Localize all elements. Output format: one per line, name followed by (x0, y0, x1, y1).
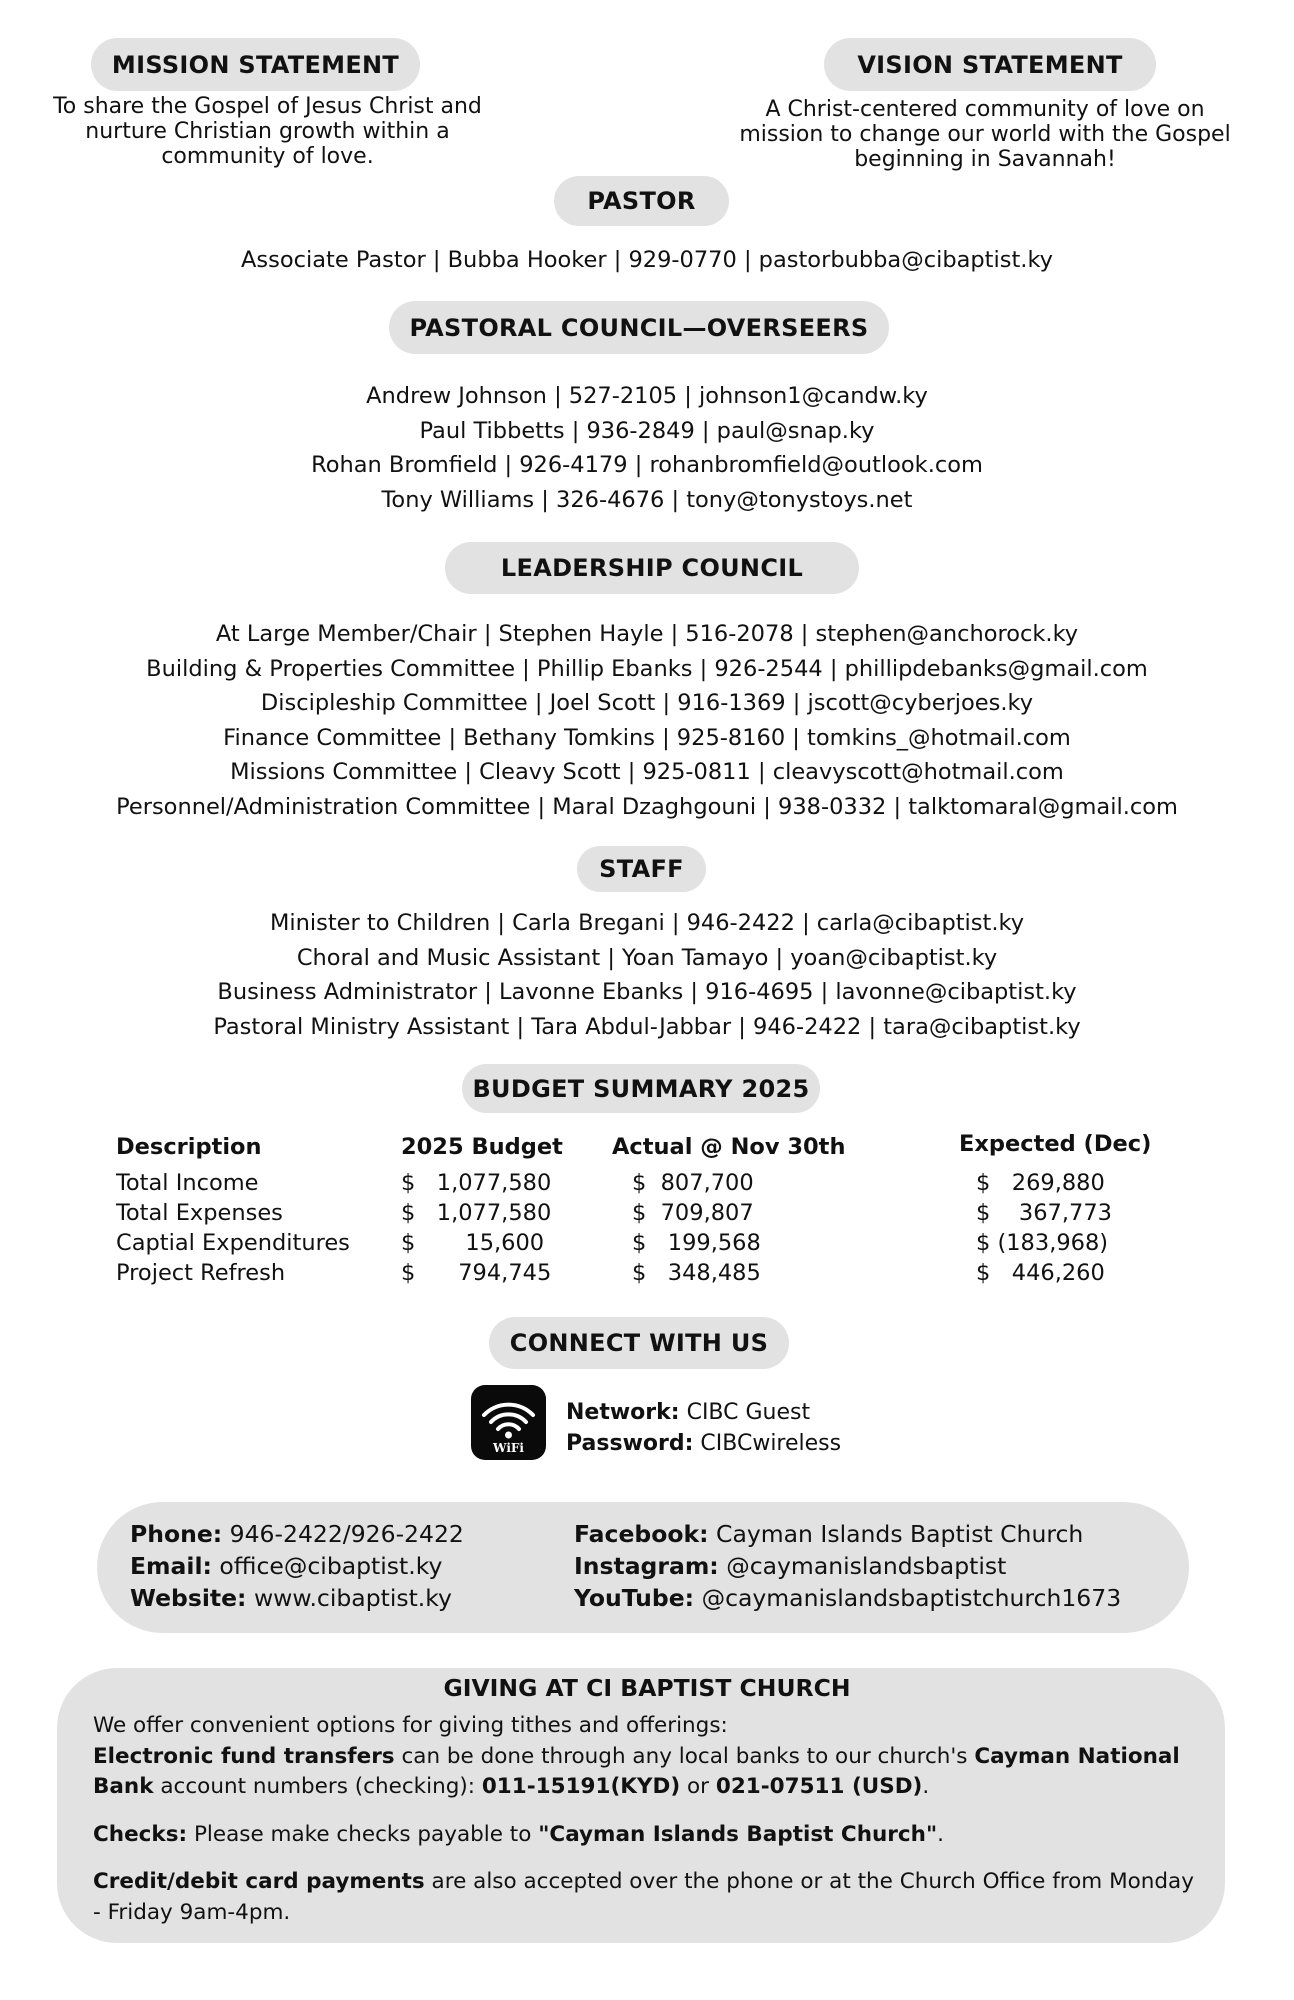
table-cell: $ 199,568 (632, 1230, 761, 1256)
budget-column-actual (612, 1134, 845, 1290)
table-cell: $ 348,485 (632, 1260, 761, 1286)
table-cell: $ 709,807 (632, 1200, 754, 1226)
contact-left-column (130, 1518, 464, 1614)
giving-intro (93, 1711, 1203, 1803)
pastoral-council-list (0, 379, 1294, 517)
contact-right-column (574, 1518, 1121, 1614)
wifi-icon-label: WiFi (493, 1441, 524, 1455)
table-cell: $ 807,700 (632, 1170, 754, 1196)
table-cell: $ 1,077,580 (401, 1200, 552, 1226)
phone-label: Phone: (130, 1520, 223, 1548)
website-label: Website: (130, 1584, 247, 1612)
table-cell: $ 794,745 (401, 1260, 552, 1286)
instagram-label: Instagram: (574, 1552, 719, 1580)
table-cell: Total Income (116, 1170, 259, 1196)
list-item: Building & Properties Committee | Phillip Ebanks | 926-2544 | phillipdebanks@gmail.com (146, 655, 1148, 682)
list-item: Andrew Johnson | 527-2105 | johnson1@candw.ky (366, 383, 928, 409)
list-item: Pastoral Ministry Assistant | Tara Abdul-Jabbar | 946-2422 | tara@cibaptist.ky (213, 1013, 1081, 1040)
mission-statement-heading: MISSION STATEMENT (91, 38, 420, 91)
pastoral-council-heading: PASTORAL COUNCIL—OVERSEERS (389, 301, 889, 354)
table-cell: $ 446,260 (976, 1260, 1105, 1286)
list-item: Missions Committee | Cleavy Scott | 925-0811 | cleavyscott@hotmail.com (230, 759, 1064, 785)
wifi-icon (471, 1385, 546, 1460)
table-cell: Total Expenses (116, 1200, 283, 1226)
website-value[interactable]: www.cibaptist.ky (253, 1584, 452, 1612)
giving-card: Credit/debit card payments are also accepted over the phone or at the Church Office from Monday - Friday 9am-4pm. (93, 1869, 1194, 1925)
table-cell: $ (183,968) (976, 1230, 1109, 1256)
list-item: Minister to Children | Carla Bregani | 946-2422 | carla@cibaptist.ky (269, 910, 1025, 936)
list-item: Paul Tibbetts | 936-2849 | paul@snap.ky (419, 417, 875, 444)
budget-summary-heading: BUDGET SUMMARY 2025 (462, 1064, 820, 1113)
leadership-council-heading: LEADERSHIP COUNCIL (445, 542, 859, 594)
leadership-council-list (0, 617, 1294, 824)
list-item: Tony Williams | 326-4676 | tony@tonystoys.net (381, 486, 913, 513)
list-item: Choral and Music Assistant | Yoan Tamayo | yoan@cibaptist.ky (296, 944, 998, 971)
list-item: Rohan Bromfield | 926-4179 | rohanbromfield@outlook.com (311, 452, 983, 478)
network-label: Network: (566, 1400, 680, 1425)
list-item: Finance Committee | Bethany Tomkins | 925-8160 | tomkins_@hotmail.com (223, 724, 1071, 751)
list-item: Discipleship Committee | Joel Scott | 916-1369 | jscott@cyberjoes.ky (260, 690, 1034, 716)
list-item: At Large Member/Chair | Stephen Hayle | 516-2078 | stephen@anchorock.ky (215, 621, 1079, 647)
budget-column-expected (959, 1131, 1151, 1290)
email-value[interactable]: office@cibaptist.ky (219, 1552, 443, 1580)
column-header: Description (116, 1134, 262, 1160)
wifi-credentials (566, 1397, 841, 1459)
giving-intro-line: We offer convenient options for giving tithes and offerings: (93, 1713, 728, 1738)
staff-heading: STAFF (577, 846, 706, 892)
column-header: Expected (Dec) (959, 1131, 1152, 1157)
list-item: Business Administrator | Lavonne Ebanks | 916-4695 | lavonne@cibaptist.ky (217, 979, 1077, 1005)
youtube-value[interactable]: @caymanislandsbaptistchurch1673 (701, 1584, 1122, 1612)
email-label: Email: (130, 1552, 212, 1580)
column-header: 2025 Budget (401, 1134, 563, 1160)
pastor-line: Associate Pastor | Bubba Hooker | 929-0770 | pastorbubba@cibaptist.ky (241, 247, 1053, 273)
budget-column-description (116, 1134, 350, 1290)
network-value: CIBC Guest (686, 1400, 811, 1425)
pastor-info (0, 243, 1294, 278)
facebook-value[interactable]: Cayman Islands Baptist Church (716, 1520, 1084, 1548)
pastor-heading: PASTOR (554, 176, 729, 226)
budget-column-2025-budget (401, 1134, 563, 1290)
giving-eft: Electronic fund transfers can be done through any local banks to our church's Cayman National Bank account numbers (checking): 011-15191(KYD) or 021-07511 (USD). (93, 1743, 1180, 1799)
youtube-label: YouTube: (574, 1584, 695, 1612)
phone-value[interactable]: 946-2422/926-2422 (229, 1520, 464, 1548)
column-header: Actual @ Nov 30th (612, 1134, 846, 1160)
vision-statement-heading: VISION STATEMENT (824, 38, 1156, 91)
table-cell: Captial Expenditures (116, 1230, 350, 1256)
table-cell: $ 1,077,580 (401, 1170, 552, 1196)
table-cell: $ 367,773 (976, 1200, 1112, 1226)
list-item: Personnel/Administration Committee | Maral Dzaghgouni | 938-0332 | talktomaral@gmail.com (116, 793, 1178, 820)
giving-title: GIVING AT CI BAPTIST CHURCH (443, 1674, 851, 1702)
vision-statement-text: A Christ-centered community of love on mission to change our world with the Gospel beginning in Savannah! (739, 97, 1231, 172)
mission-statement-text: To share the Gospel of Jesus Christ and nurture Christian growth within a community of love. (53, 94, 482, 169)
instagram-value[interactable]: @caymanislandsbaptist (726, 1552, 1007, 1580)
password-label: Password: (566, 1431, 694, 1456)
table-cell: $ 15,600 (401, 1230, 545, 1256)
password-value: CIBCwireless (700, 1431, 842, 1456)
giving-checks: Checks: Please make checks payable to "Cayman Islands Baptist Church". (93, 1822, 944, 1847)
connect-heading: CONNECT WITH US (489, 1317, 789, 1369)
facebook-label: Facebook: (574, 1520, 709, 1548)
staff-list (0, 906, 1294, 1044)
table-cell: $ 269,880 (976, 1170, 1105, 1196)
table-cell: Project Refresh (116, 1260, 286, 1286)
